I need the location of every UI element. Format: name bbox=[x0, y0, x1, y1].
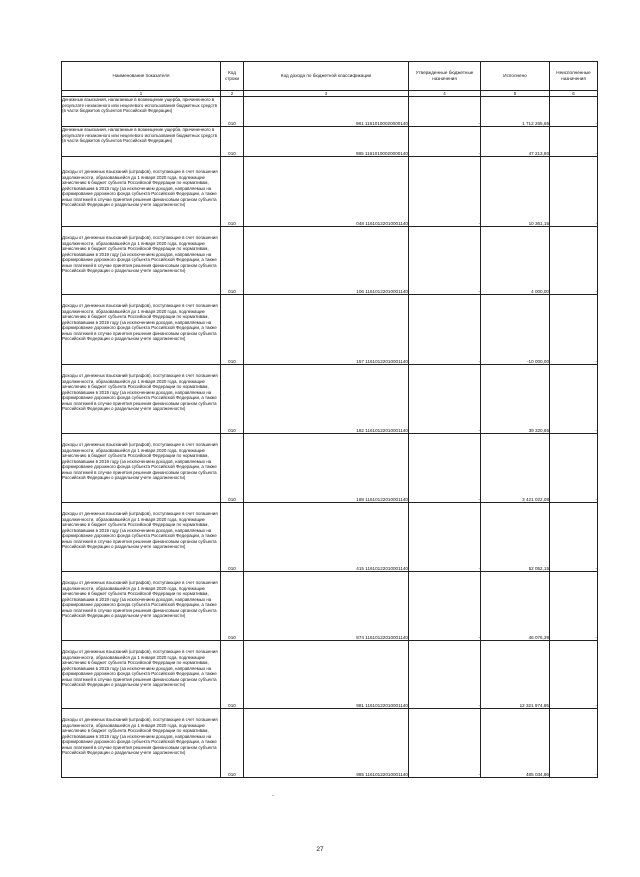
row-name: Доходы от денежных взысканий (штрафов), поступающие в счет погашения задолженности, образовавшейся до 1 января 2020 года, подлежащие зачислению в бюджет субъекта Российской Федерации по нормативам, действовавшим в 2019 году (за исключением доходов, направляемых на формирование дорожного фонда субъекта Российской Федерации, а также иных платежей в случае принятия решения финансовым органом субъекта Российской Федерации о раздельном учете задолженности) bbox=[62, 503, 221, 572]
table-row bbox=[62, 503, 598, 572]
header-income-code: Код дохода по бюджетной классификации bbox=[244, 62, 409, 91]
row-executed: 4 000,00 bbox=[481, 227, 550, 295]
table-row bbox=[62, 641, 598, 709]
row-name: Доходы от денежных взысканий (штрафов), поступающие в счет погашения задолженности, образовавшейся до 1 января 2020 года, подлежащие зачислению в бюджет субъекта Российской Федерации по нормативам, действовавшим в 2019 году (за исключением доходов, направляемых на формирование дорожного фонда субъекта Российской Федерации, а также иных платежей в случае принятия решения финансовым органом субъекта Российской Федерации о раздельном учете задолженности) bbox=[62, 572, 221, 641]
row-income-code: 981 11610122010001140 bbox=[244, 641, 409, 709]
row-code: 010 bbox=[221, 434, 244, 503]
column-number: 5 bbox=[481, 91, 550, 97]
row-name: Денежные взыскания, налагаемые в возмещение ущерба, причиненного в результате незаконного или нецелевого использования бюджетных средств (в части бюджетов субъектов Российской Федерации) bbox=[62, 97, 221, 127]
header-executed: Исполнено bbox=[481, 62, 550, 91]
table-row bbox=[62, 127, 598, 157]
table-row bbox=[62, 365, 598, 434]
table-row bbox=[62, 227, 598, 295]
row-approved: - bbox=[409, 572, 481, 641]
row-executed: 47 213,80 bbox=[481, 127, 550, 157]
row-name: Денежные взыскания, налагаемые в возмещение ущерба, причиненного в результате незаконного или нецелевого использования бюджетных средств (в части бюджетов субъектов Российской Федерации) bbox=[62, 127, 221, 157]
row-income-code: 985 11610122010001140 bbox=[244, 709, 409, 778]
column-number: 1 bbox=[62, 91, 221, 97]
row-unexecuted: - bbox=[550, 97, 598, 127]
table-row bbox=[62, 97, 598, 127]
row-code: 010 bbox=[221, 97, 244, 127]
row-executed: 3 421 022,08 bbox=[481, 434, 550, 503]
column-number: 2 bbox=[221, 91, 244, 97]
row-code: 010 bbox=[221, 709, 244, 778]
row-executed: 39 320,65 bbox=[481, 365, 550, 434]
row-unexecuted: - bbox=[550, 641, 598, 709]
row-approved: - bbox=[409, 434, 481, 503]
row-approved: - bbox=[409, 503, 481, 572]
table-row bbox=[62, 434, 598, 503]
table-row bbox=[62, 157, 598, 227]
row-code: 010 bbox=[221, 127, 244, 157]
row-unexecuted: - bbox=[550, 157, 598, 227]
row-code: 010 bbox=[221, 641, 244, 709]
row-unexecuted: - bbox=[550, 572, 598, 641]
row-income-code: 188 11610122010001140 bbox=[244, 434, 409, 503]
table-row bbox=[62, 709, 598, 778]
row-income-code: 874 11610122010001140 bbox=[244, 572, 409, 641]
row-executed: 12 321 974,85 bbox=[481, 641, 550, 709]
row-income-code: 415 11610122010001140 bbox=[244, 503, 409, 572]
row-income-code: 106 11610122010001140 bbox=[244, 227, 409, 295]
row-executed: 10 361,15 bbox=[481, 157, 550, 227]
row-executed: 485 034,86 bbox=[481, 709, 550, 778]
scan-speck bbox=[272, 795, 274, 796]
row-executed: 46 076,39 bbox=[481, 572, 550, 641]
row-executed: 1 712 265,66 bbox=[481, 97, 550, 127]
row-income-code: 048 11610122010001140 bbox=[244, 157, 409, 227]
row-code: 010 bbox=[221, 365, 244, 434]
row-approved: - bbox=[409, 641, 481, 709]
row-income-code: 182 11610122010001140 bbox=[244, 365, 409, 434]
row-name: Доходы от денежных взысканий (штрафов), поступающие в счет погашения задолженности, образовавшейся до 1 января 2020 года, подлежащие зачислению в бюджет субъекта Российской Федерации по нормативам, действовавшим в 2019 году (за исключением доходов, направляемых на формирование дорожного фонда субъекта Российской Федерации, а также иных платежей в случае принятия решения финансовым органом субъекта Российской Федерации о раздельном учете задолженности) bbox=[62, 227, 221, 295]
page-number: 27 bbox=[316, 846, 324, 853]
header-code: Код строки bbox=[221, 62, 244, 91]
row-approved: - bbox=[409, 709, 481, 778]
row-code: 010 bbox=[221, 572, 244, 641]
row-executed: -10 000,00 bbox=[481, 295, 550, 365]
header-approved: Утвержденные бюджетные назначения bbox=[409, 62, 481, 91]
column-number: 6 bbox=[550, 91, 598, 97]
row-approved: - bbox=[409, 227, 481, 295]
row-code: 010 bbox=[221, 503, 244, 572]
row-code: 010 bbox=[221, 157, 244, 227]
header-unexecuted: Неисполненные назначения bbox=[550, 62, 598, 91]
table-row bbox=[62, 572, 598, 641]
row-unexecuted: - bbox=[550, 503, 598, 572]
row-unexecuted: - bbox=[550, 295, 598, 365]
table-body bbox=[62, 97, 598, 778]
row-name: Доходы от денежных взысканий (штрафов), поступающие в счет погашения задолженности, образовавшейся до 1 января 2020 года, подлежащие зачислению в бюджет субъекта Российской Федерации по нормативам, действовавшим в 2019 году (за исключением доходов, направляемых на формирование дорожного фонда субъекта Российской Федерации, а также иных платежей в случае принятия решения финансовым органом субъекта Российской Федерации о раздельном учете задолженности) bbox=[62, 709, 221, 778]
row-code: 010 bbox=[221, 295, 244, 365]
row-approved: - bbox=[409, 295, 481, 365]
row-executed: 52 052,15 bbox=[481, 503, 550, 572]
row-name: Доходы от денежных взысканий (штрафов), поступающие в счет погашения задолженности, образовавшейся до 1 января 2020 года, подлежащие зачислению в бюджет субъекта Российской Федерации по нормативам, действовавшим в 2019 году (за исключением доходов, направляемых на формирование дорожного фонда субъекта Российской Федерации, а также иных платежей в случае принятия решения финансовым органом субъекта Российской Федерации о раздельном учете задолженности) bbox=[62, 365, 221, 434]
column-number: 3 bbox=[244, 91, 409, 97]
row-unexecuted: - bbox=[550, 434, 598, 503]
header-name: Наименование показателя bbox=[62, 62, 221, 91]
row-name: Доходы от денежных взысканий (штрафов), поступающие в счет погашения задолженности, образовавшейся до 1 января 2020 года, подлежащие зачислению в бюджет субъекта Российской Федерации по нормативам, действовавшим в 2019 году (за исключением доходов, направляемых на формирование дорожного фонда субъекта Российской Федерации, а также иных платежей в случае принятия решения финансовым органом субъекта Российской Федерации о раздельном учете задолженности) bbox=[62, 434, 221, 503]
row-approved: - bbox=[409, 157, 481, 227]
row-name: Доходы от денежных взысканий (штрафов), поступающие в счет погашения задолженности, образовавшейся до 1 января 2020 года, подлежащие зачислению в бюджет субъекта Российской Федерации по нормативам, действовавшим в 2019 году (за исключением доходов, направляемых на формирование дорожного фонда субъекта Российской Федерации, а также иных платежей в случае принятия решения финансовым органом субъекта Российской Федерации о раздельном учете задолженности) bbox=[62, 295, 221, 365]
row-unexecuted: - bbox=[550, 709, 598, 778]
row-unexecuted: - bbox=[550, 365, 598, 434]
row-income-code: 981 11610100020000140 bbox=[244, 97, 409, 127]
row-approved: - bbox=[409, 127, 481, 157]
table-row bbox=[62, 295, 598, 365]
row-name: Доходы от денежных взысканий (штрафов), поступающие в счет погашения задолженности, образовавшейся до 1 января 2020 года, подлежащие зачислению в бюджет субъекта Российской Федерации по нормативам, действовавшим в 2019 году (за исключением доходов, направляемых на формирование дорожного фонда субъекта Российской Федерации, а также иных платежей в случае принятия решения финансовым органом субъекта Российской Федерации о раздельном учете задолженности) bbox=[62, 157, 221, 227]
column-number: 4 bbox=[409, 91, 481, 97]
row-name: Доходы от денежных взысканий (штрафов), поступающие в счет погашения задолженности, образовавшейся до 1 января 2020 года, подлежащие зачислению в бюджет субъекта Российской Федерации по нормативам, действовавшим в 2019 году (за исключением доходов, направляемых на формирование дорожного фонда субъекта Российской Федерации, а также иных платежей в случае принятия решения финансовым органом субъекта Российской Федерации о раздельном учете задолженности) bbox=[62, 641, 221, 709]
income-table bbox=[61, 61, 598, 778]
row-unexecuted: - bbox=[550, 127, 598, 157]
row-unexecuted: - bbox=[550, 227, 598, 295]
row-code: 010 bbox=[221, 227, 244, 295]
row-income-code: 157 11610122010001140 bbox=[244, 295, 409, 365]
table-header-row bbox=[62, 62, 598, 91]
row-approved: - bbox=[409, 97, 481, 127]
row-income-code: 985 11610100020000140 bbox=[244, 127, 409, 157]
row-approved: - bbox=[409, 365, 481, 434]
